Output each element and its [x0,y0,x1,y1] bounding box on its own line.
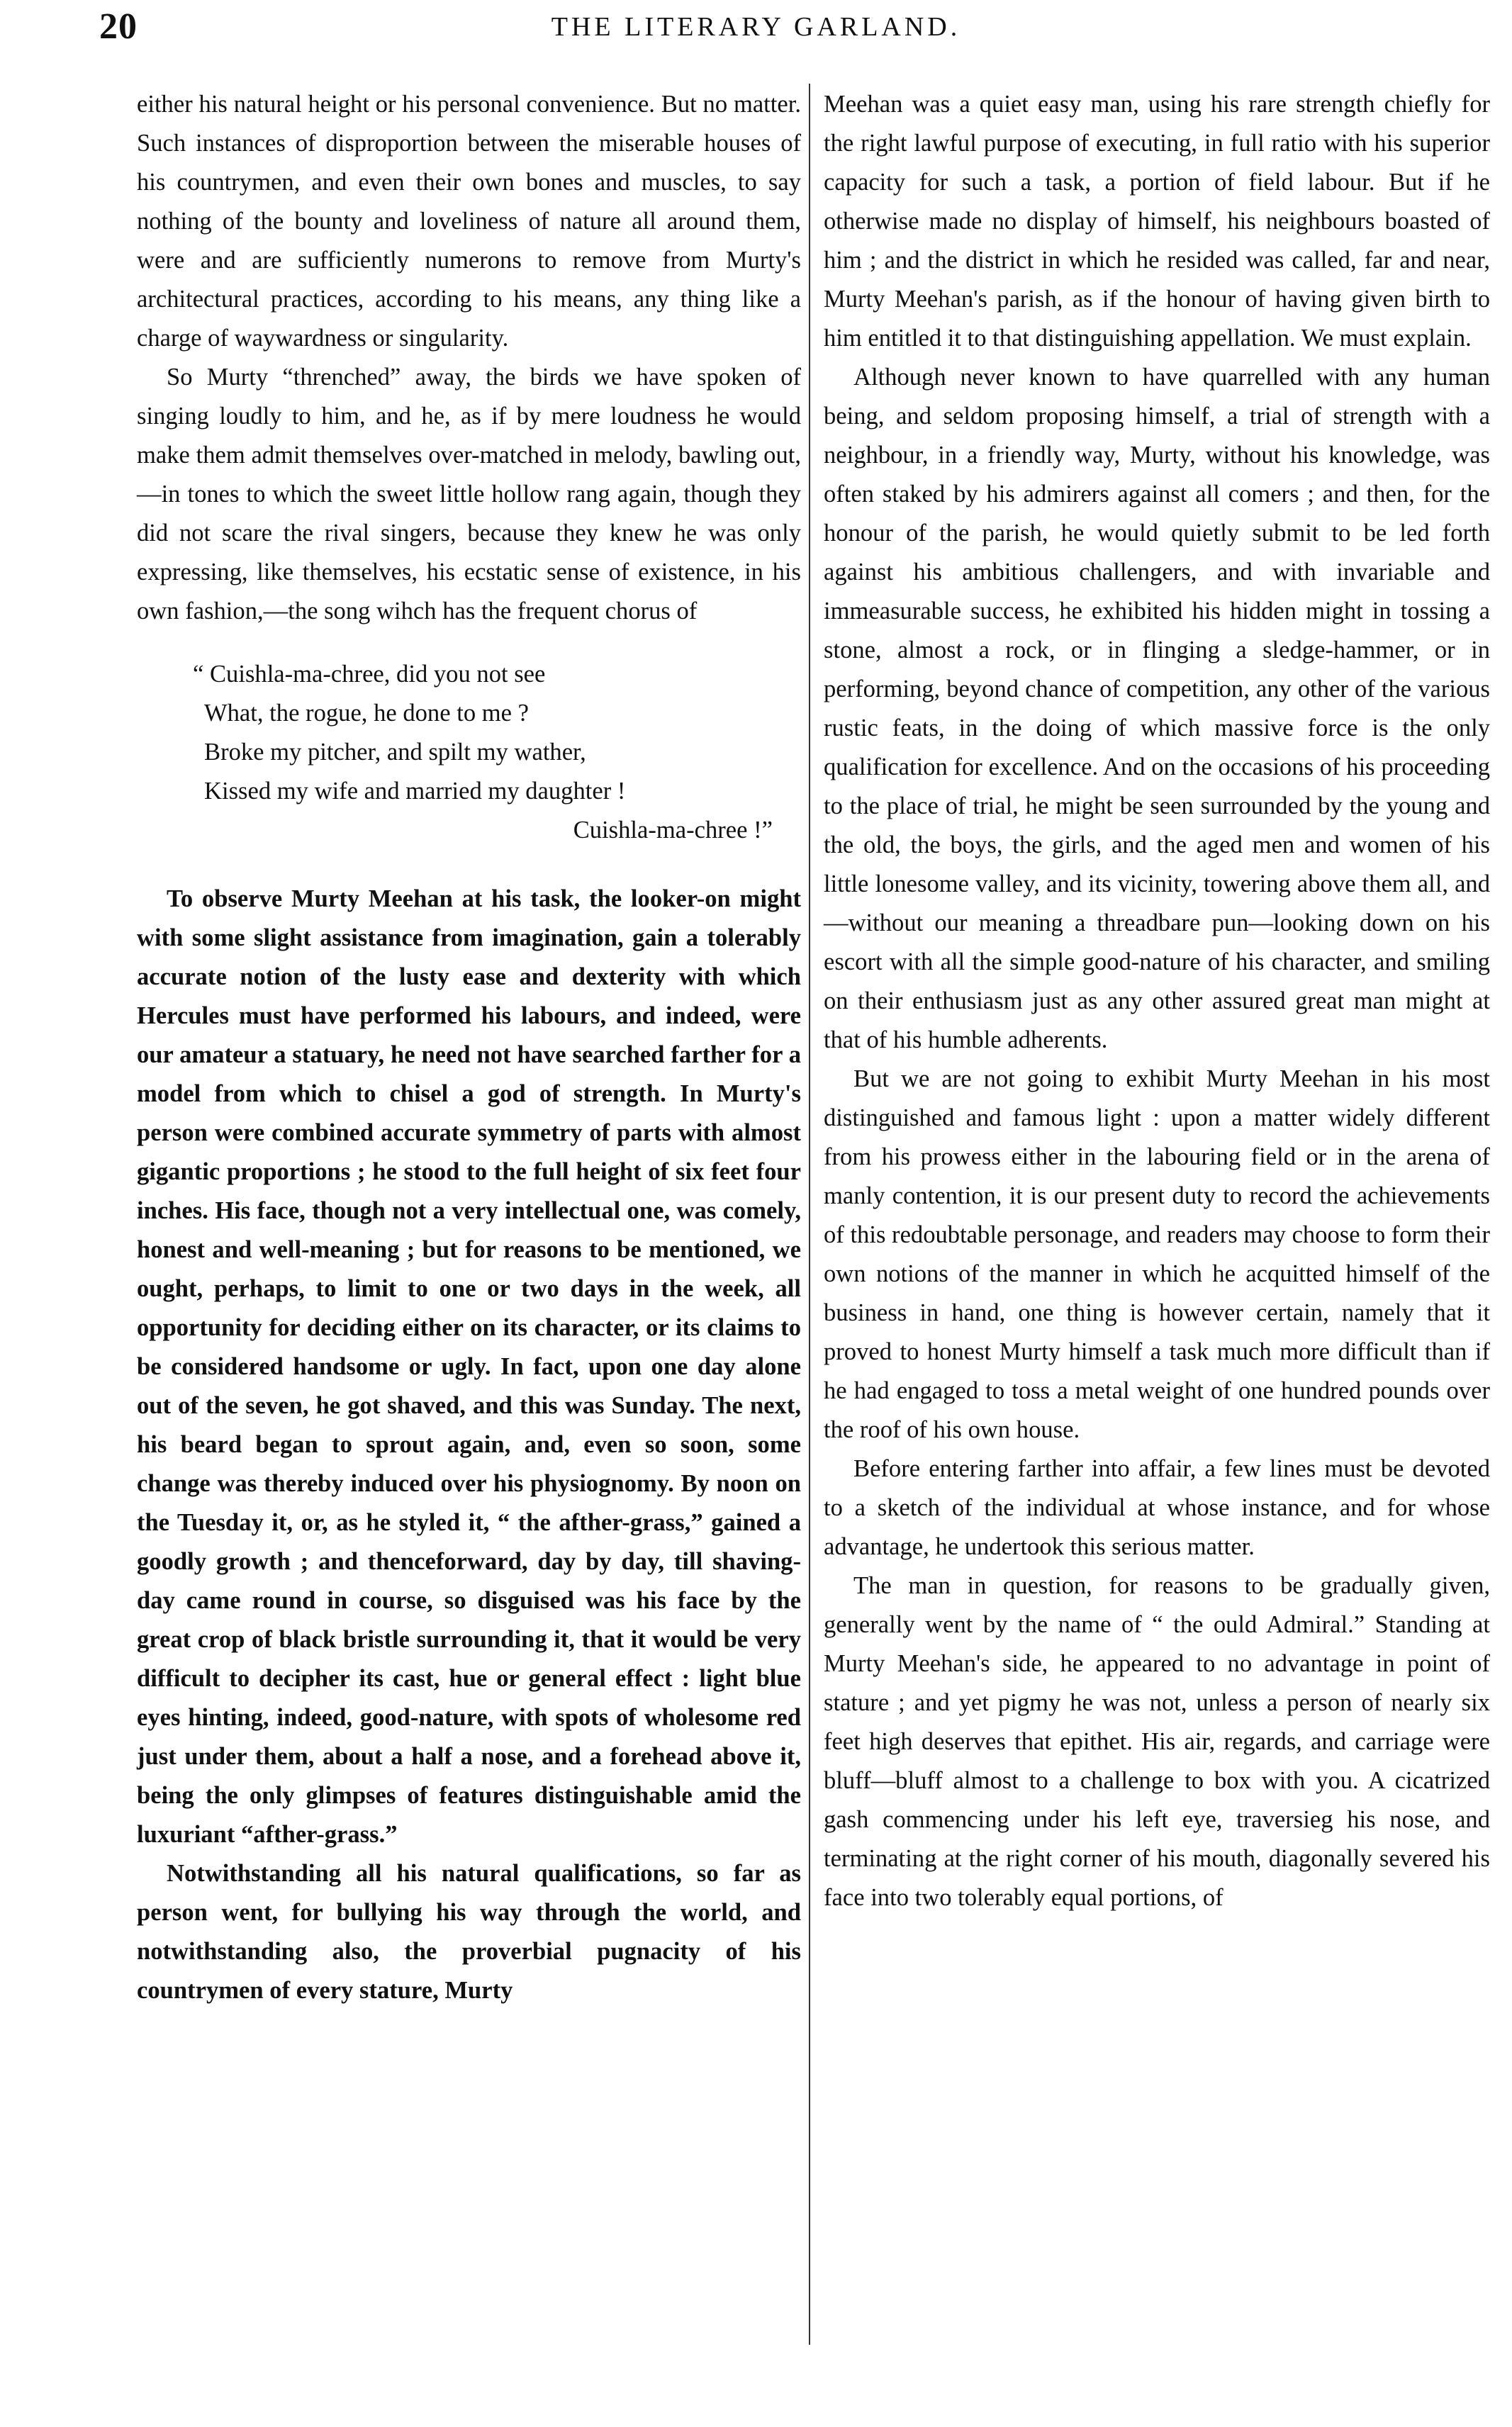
paragraph: Meehan was a quiet easy man, using his rare strength chiefly for the right lawful purpose of executing, in full ratio with his superior capacity for such a task, a portion of field labour. But if he otherwise made no display of himself, his neighbours boasted of him ; and the district in which he resided was called, far and near, Murty Meehan's parish, as if the honour of having given birth to him entitled it to that distinguishing appellation. We must explain. [824,91,1490,352]
running-title: THE LITERARY GARLAND. [551,12,961,42]
paragraph: So Murty “threnched” away, the birds we have spoken of singing loudly to him, and he, as if by mere loudness he would make them admit themselves over-matched in melody, bawling out,—in tones to which the sweet little hollow rang again, though they did not scare the rival singers, because they knew he was only expressing, like themselves, his ecstatic sense of existence, in his own fashion,—the song wihch has the frequent chorus of [137,364,801,624]
verse-refrain: Cuishla-ma-chree !” [573,817,773,843]
paragraph: Although never known to have quarrelled with any human being, and seldom proposing himself, a trial of strength with a neighbour, in a friendly way, Murty, without his knowledge, was often staked by his admirers against all comers ; and then, for the honour of the parish, he would quietly submit to be led forth against his ambitious challengers, and with invariable and immeasurable success, he exhibited his hidden might in tossing a stone, almost a rock, or in flinging a sledge-hammer, or in performing, beyond chance of competition, any other of the various rustic feats, in the doing of which massive force is the only qualification for excellence. And on the occasions of his proceeding to the place of trial, he might be seen surrounded by the young and the old, the boys, the girls, and the aged men and women of his little lonesome valley, and its vicinity, towering above them all, and—without our meaning a threadbare pun—looking down on his escort with all the simple good-nature of his character, and smiling on their enthusiasm just as any other assured great man might at that of his humble adherents. [824,364,1490,1053]
paragraph: To observe Murty Meehan at his task, the looker-on might with some slight assistance from imagination, gain a tolerably accurate notion of the lusty ease and dexterity with which Hercules must have performed his labours, and indeed, were our amateur a statuary, he need not have searched farther for a model from which to chisel a god of strength. In Murty's person were combined accurate symmetry of parts with almost gigantic proportions ; he stood to the full height of six feet four inches. His face, though not a very intellectual one, was comely, honest and well-meaning ; but for reasons to be mentioned, we ought, perhaps, to limit to one or two days in the week, all opportunity for deciding either on its character, or its claims to be considered handsome or ugly. In fact, upon one day alone out of the seven, he got shaved, and this was Sunday. The next, his beard began to sprout again, and, even so soon, some change was thereby induced over his physiognomy. By noon on the Tuesday it, or, as he styled it, “ the afther-grass,” gained a goodly growth ; and thenceforward, day by day, till shaving-day came round in course, so disguised was his face by the great crop of black bristle surrounding it, that it would be very difficult to decipher its cast, hue or general effect : light blue eyes hinting, indeed, good-nature, with spots of wholesome red just under them, about a half a nose, and a forehead above it, being the only glimpses of features distinguishable amid the luxuriant “afther-grass.” [137,885,801,1848]
left-column [137,85,801,2010]
right-column [824,85,1490,1917]
paragraph: either his natural height or his personal convenience. But no matter. Such instances of disproportion between the miserable houses of his countrymen, and even their own bones and muscles, to say nothing of the bounty and loveliness of nature all around them, were and are sufficiently numerons to remove from Murty's architectural practices, according to his means, any thing like a charge of waywardness or singularity. [137,91,801,352]
paragraph: The man in question, for reasons to be gradually given, generally went by the name of “ the ould Admiral.” Standing at Murty Meehan's side, he appeared to no advantage in point of stature ; and yet pigmy he was not, unless a person of nearly six feet high deserves that epithet. His air, regards, and carriage were bluff—bluff almost to a challenge to box with you. A cicatrized gash commencing under his left eye, traversieg his nose, and terminating at the right corner of his mouth, diagonally severed his face into two tolerably equal portions, of [824,1572,1490,1911]
page-number: 20 [99,6,138,47]
paragraph: But we are not going to exhibit Murty Meehan in his most distinguished and famous light : upon a matter widely different from his prowess either in the labouring field or in the arena of manly contention, it is our present duty to record the achievements of this redoubtable personage, and readers may choose to form their own notions of the manner in which he acquitted himself of the business in hand, one thing is however certain, namely that it proved to honest Murty himself a task much more difficult than if he had engaged to toss a metal weight of one hundred pounds over the roof of his own house. [824,1065,1491,1443]
verse-line: Broke my pitcher, and spilt my wather, [204,739,586,766]
paragraph: Notwithstanding all his natural qualifications, so far as person went, for bullying his way through the world, and notwithstanding also, the proverbial pugnacity of his countrymen of every stature, Murty [137,1860,801,2004]
paragraph: Before entering farther into affair, a few lines must be devoted to a sketch of the individual at whose instance, and for whose advantage, he undertook this serious matter. [824,1455,1490,1560]
song-verse [193,655,801,850]
verse-line: “ Cuishla-ma-chree, did you not see [193,661,546,688]
verse-line: Kissed my wife and married my daughter ! [204,778,626,805]
page-header [0,0,1512,64]
column-divider [809,84,810,2345]
verse-line: What, the rogue, he done to me ? [204,700,529,727]
